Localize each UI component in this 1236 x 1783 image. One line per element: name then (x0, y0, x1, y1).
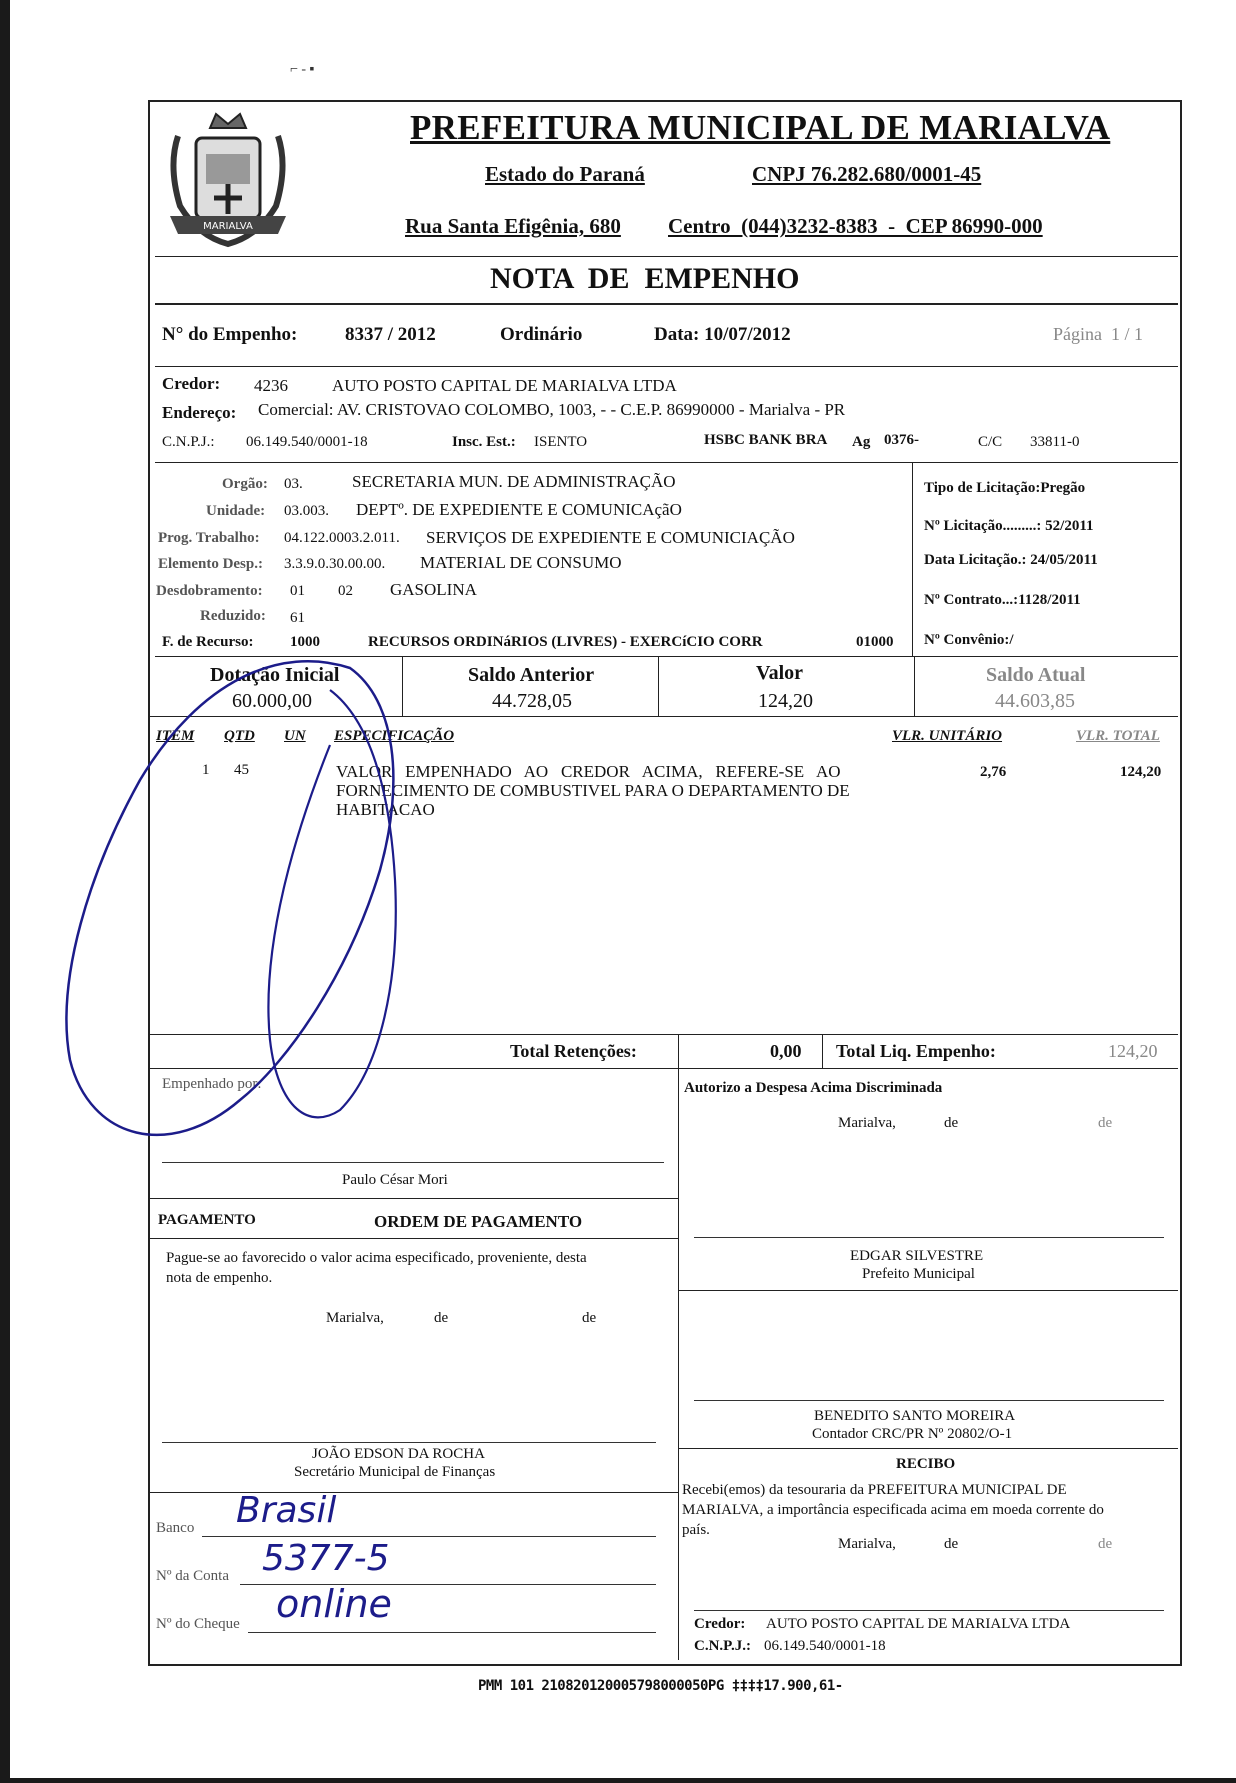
reduzido-value: 61 (290, 610, 305, 626)
row-spec-line-2: FORNECIMENTO DE COMBUSTIVEL PARA O DEPARTAMENTO DE (336, 781, 850, 800)
column-header-qtd: QTD (224, 728, 255, 744)
total-liquido-label: Total Liq. Empenho: (836, 1041, 996, 1061)
valor-label: Valor (756, 662, 804, 684)
unidade-code: 03.003. (284, 503, 329, 519)
recibo-line-3: país. (682, 1522, 710, 1538)
column-header-vlr-unitario: VLR. UNITÁRIO (892, 728, 1003, 744)
empenho-number-label: N° do Empenho: (162, 324, 298, 345)
credor-code: 4236 (254, 376, 288, 395)
column-header-especificacao: ESPECIFICAÇÃO (334, 728, 455, 744)
credor-cnpj: 06.149.540/0001-18 (246, 434, 368, 450)
pagamento-de-2: de (582, 1310, 597, 1326)
empenho-date: Data: 10/07/2012 (654, 324, 791, 345)
dotacao-label: Dotação Inicial (210, 664, 340, 686)
elemento-label: Elemento Desp.: (158, 556, 263, 572)
recibo-credor-name: AUTO POSTO CAPITAL DE MARIALVA LTDA (766, 1616, 1071, 1632)
contador-role: Contador CRC/PR Nº 20802/O-1 (812, 1426, 1013, 1442)
prog-name: SERVIÇOS DE EXPEDIENTE E COMUNICIAÇÃO (426, 528, 795, 547)
cc-label: C/C (978, 434, 1003, 450)
pagamento-city: Marialva, (326, 1310, 384, 1326)
empenhado-por-label: Empenhado por: (162, 1076, 262, 1092)
credor-address-label: Endereço: (162, 403, 237, 422)
prefeito-name: EDGAR SILVESTRE (850, 1248, 984, 1264)
header-title: PREFEITURA MUNICIPAL DE MARIALVA (410, 108, 1111, 147)
column-header-vlr-total: VLR. TOTAL (1076, 728, 1160, 744)
insc-label: Insc. Est.: (452, 434, 516, 450)
header-cnpj: CNPJ 76.282.680/0001-45 (752, 162, 982, 186)
secretario-role: Secretário Municipal de Finanças (294, 1464, 496, 1480)
banco-handwritten: Brasil (236, 1490, 337, 1531)
saldo-atual-label: Saldo Atual (986, 664, 1086, 686)
recibo-de-1: de (944, 1536, 959, 1552)
recibo-label: RECIBO (896, 1456, 956, 1472)
prog-code: 04.122.0003.2.011. (284, 530, 400, 546)
orgao-name: SECRETARIA MUN. DE ADMINISTRAÇÃO (352, 472, 676, 491)
recibo-de-2: de (1098, 1536, 1113, 1552)
numero-contrato: Nº Contrato...:1128/2011 (924, 592, 1081, 608)
recurso-name: RECURSOS ORDINáRIOS (LIVRES) - EXERCíCIO CORR (368, 634, 763, 650)
recibo-credor-label: Credor: (694, 1616, 746, 1632)
secretario-name: JOÃO EDSON DA ROCHA (312, 1446, 485, 1462)
saldo-anterior-value: 44.728,05 (492, 690, 572, 712)
insc-value: ISENTO (534, 434, 588, 450)
valor-value: 124,20 (758, 690, 813, 712)
reduzido-label: Reduzido: (200, 608, 266, 624)
total-retencoes-label: Total Retenções: (510, 1041, 637, 1061)
pagamento-label: PAGAMENTO (158, 1212, 256, 1228)
tipo-licitacao: Tipo de Licitação:Pregão (924, 480, 1086, 496)
column-header-item: ITEM (156, 728, 195, 744)
municipal-coat-of-arms (158, 106, 298, 254)
credor-address: Comercial: AV. CRISTOVAO COLOMBO, 1003, - - C.E.P. 86990000 - Marialva - PR (258, 400, 846, 419)
cc-number: 33811-0 (1030, 434, 1080, 450)
recibo-line-2: MARIALVA, a importância especificada acima em moeda corrente do (682, 1502, 1104, 1518)
pague-se-line-2: nota de empenho. (166, 1270, 273, 1286)
recibo-city: Marialva, (838, 1536, 896, 1552)
column-header-un: UN (284, 728, 306, 744)
agency-number: 0376- (884, 432, 919, 448)
orgao-label: Orgão: (222, 476, 268, 492)
recurso-label: F. de Recurso: (162, 634, 254, 650)
prefeito-role: Prefeito Municipal (862, 1266, 975, 1282)
banco-label: Banco (156, 1520, 195, 1536)
elemento-name: MATERIAL DE CONSUMO (420, 553, 622, 572)
row-item: 1 (202, 762, 210, 778)
autorizo-despesa: Autorizo a Despesa Acima Discriminada (684, 1080, 943, 1096)
recurso-code: 1000 (290, 634, 320, 650)
credor-label: Credor: (162, 374, 221, 393)
unidade-name: DEPTº. DE EXPEDIENTE E COMUNICAçãO (356, 500, 682, 519)
recibo-line-1: Recebi(emos) da tesouraria da PREFEITURA MUNICIPAL DE (682, 1482, 1067, 1498)
svg-text:MARIALVA: MARIALVA (203, 221, 253, 232)
empenho-type: Ordinário (500, 324, 583, 345)
autorizo-de-1: de (944, 1115, 959, 1131)
saldo-atual-value: 44.603,85 (995, 690, 1075, 712)
pagamento-de-1: de (434, 1310, 449, 1326)
numero-licitacao: Nº Licitação.........: 52/2011 (924, 518, 1094, 534)
footer-code: PMM 101 210820120005798000050PG ‡‡‡‡17.900,61- (478, 1678, 843, 1694)
header-state: Estado do Paraná (485, 162, 645, 186)
credor-cnpj-label: C.N.P.J.: (162, 434, 215, 450)
empenhado-por-name: Paulo César Mori (342, 1172, 448, 1188)
row-total-value: 124,20 (1120, 764, 1162, 780)
dotacao-value: 60.000,00 (232, 690, 312, 712)
unidade-label: Unidade: (206, 503, 266, 519)
scan-mark: ⌐ ‐ ▪ (290, 62, 315, 77)
document-title: NOTA DE EMPENHO (490, 262, 800, 295)
contador-name: BENEDITO SANTO MOREIRA (814, 1408, 1016, 1424)
saldo-anterior-label: Saldo Anterior (468, 664, 595, 686)
recibo-cnpj-label: C.N.P.J.: (694, 1638, 751, 1654)
conta-handwritten: 5377-5 (262, 1538, 390, 1579)
desdobramento-name: GASOLINA (390, 580, 477, 599)
desdobramento-label: Desdobramento: (156, 583, 263, 599)
ordem-pagamento-label: ORDEM DE PAGAMENTO (374, 1212, 583, 1231)
row-unit-value: 2,76 (980, 764, 1007, 780)
header-contact: Centro (044)3232-8383 - CEP 86990-000 (668, 214, 1043, 238)
recurso-number: 01000 (856, 634, 894, 650)
conta-label: Nº da Conta (156, 1568, 229, 1584)
total-liquido-value: 124,20 (1108, 1041, 1158, 1061)
empenho-number: 8337 / 2012 (345, 324, 436, 345)
total-retencoes-value: 0,00 (770, 1041, 802, 1061)
orgao-code: 03. (284, 476, 303, 492)
page-number: Página 1 / 1 (1053, 324, 1143, 344)
scan-edge-left (0, 0, 10, 1783)
credor-name: AUTO POSTO CAPITAL DE MARIALVA LTDA (332, 376, 677, 395)
numero-convenio: Nº Convênio:/ (924, 632, 1014, 648)
bank-name: HSBC BANK BRA (704, 432, 828, 448)
row-spec-line-3: HABITACAO (336, 800, 435, 819)
elemento-code: 3.3.9.0.30.00.00. (284, 556, 386, 572)
autorizo-city: Marialva, (838, 1115, 896, 1131)
data-licitacao: Data Licitação.: 24/05/2011 (924, 552, 1098, 568)
cheque-label: Nº do Cheque (156, 1616, 240, 1632)
scan-edge-bottom (0, 1778, 1236, 1783)
autorizo-de-2: de (1098, 1115, 1113, 1131)
recibo-cnpj: 06.149.540/0001-18 (764, 1638, 886, 1654)
desdobramento-code-1: 01 (290, 583, 305, 599)
agency-label: Ag (852, 434, 871, 450)
desdobramento-code-2: 02 (338, 583, 353, 599)
row-qtd: 45 (234, 762, 249, 778)
row-spec-line-1: VALOR EMPENHADO AO CREDOR ACIMA, REFERE-SE AO (336, 762, 841, 781)
header-address: Rua Santa Efigênia, 680 (405, 214, 621, 238)
cheque-handwritten: online (276, 1582, 392, 1626)
pague-se-line-1: Pague-se ao favorecido o valor acima especificado, proveniente, desta (166, 1250, 587, 1266)
prog-label: Prog. Trabalho: (158, 530, 260, 546)
